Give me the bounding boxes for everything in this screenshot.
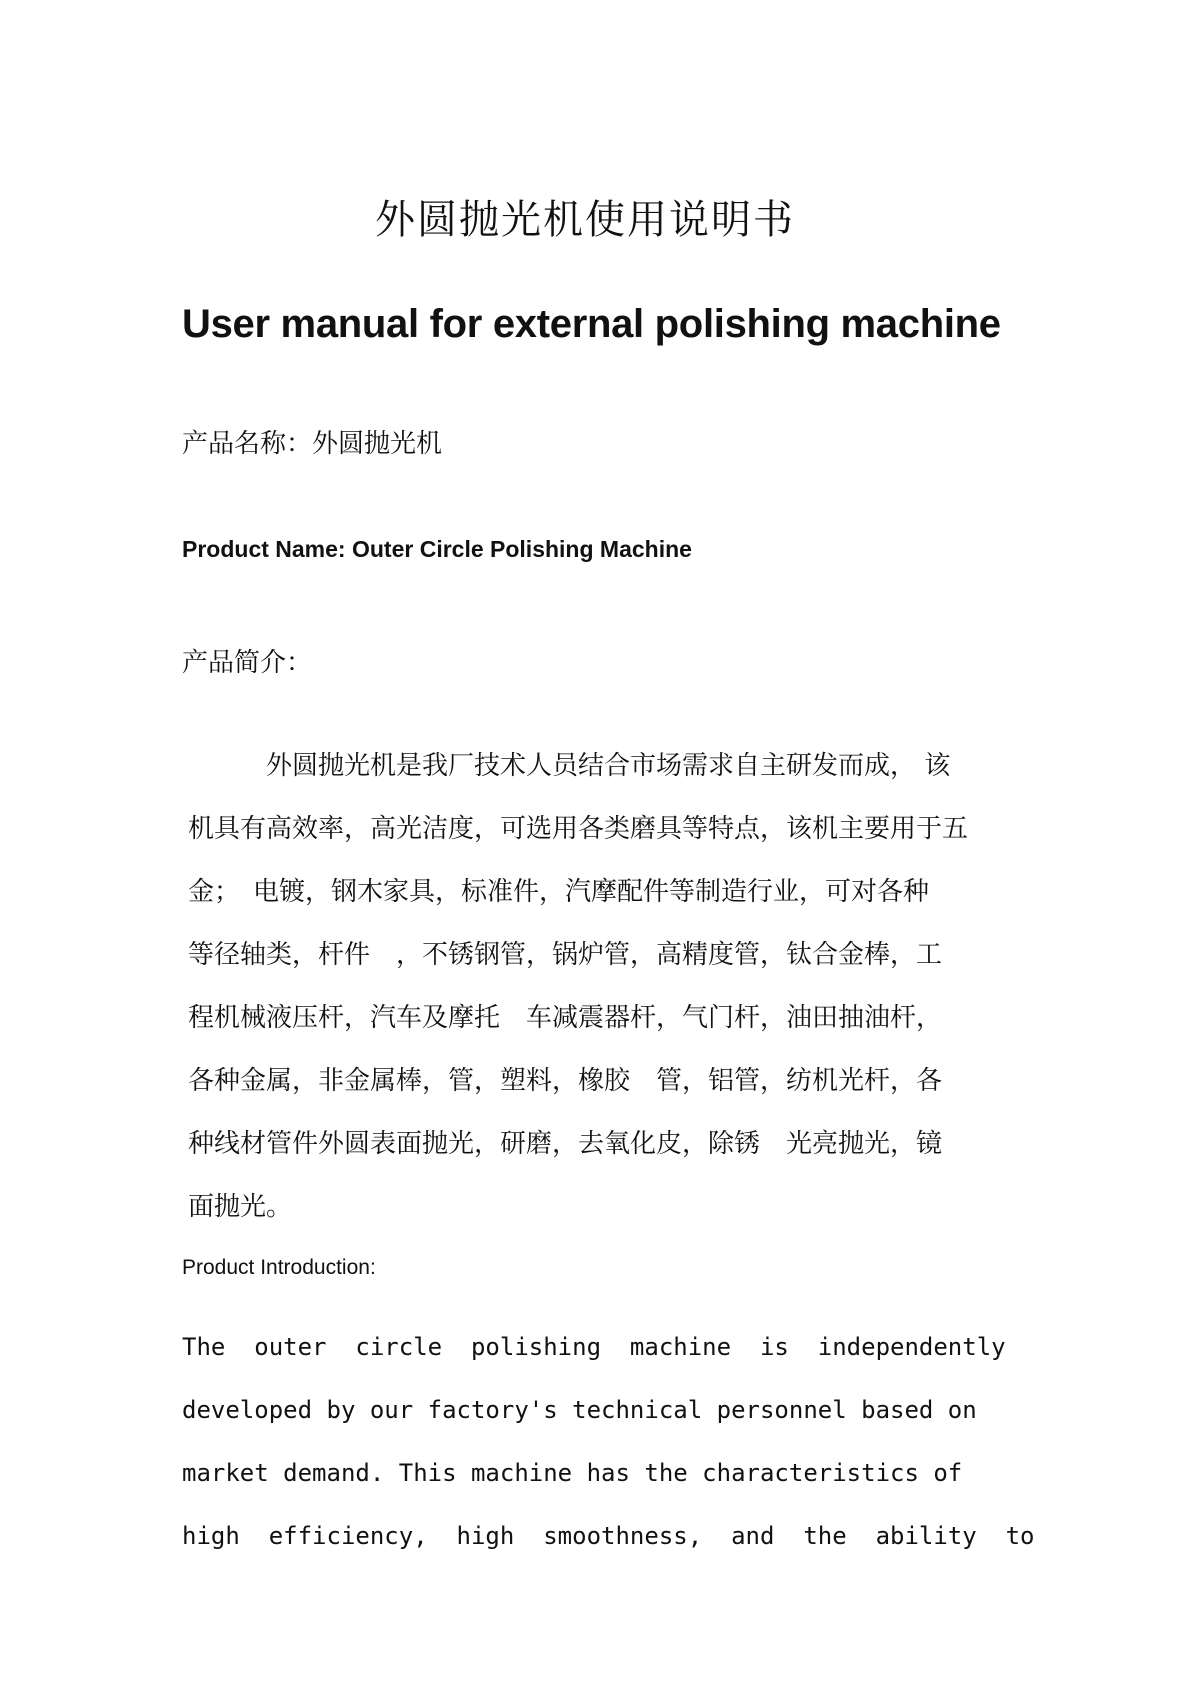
intro-en-line: high efficiency, high smoothness, and the ability to bbox=[182, 1522, 1035, 1550]
document-title-en: User manual for external polishing machine bbox=[182, 302, 1001, 346]
intro-cn-line: 各种金属，非金属棒，管，塑料，橡胶 管，铝管，纺机光杆，各 bbox=[188, 1066, 943, 1096]
intro-cn-line: 面抛光。 bbox=[188, 1192, 293, 1222]
intro-en-line: developed by our factory's technical personnel based on bbox=[182, 1396, 977, 1424]
intro-heading-cn: 产品简介： bbox=[182, 648, 313, 678]
intro-body-cn bbox=[188, 735, 1008, 1239]
document-title-cn: 外圆抛光机使用说明书 bbox=[375, 197, 795, 243]
intro-cn-line: 金； 电镀，钢木家具，标准件，汽摩配件等制造行业，可对各种 bbox=[188, 877, 930, 907]
intro-cn-line: 程机械液压杆，汽车及摩托 车减震器杆，气门杆，油田抽油杆， bbox=[188, 1003, 943, 1033]
intro-cn-line: 机具有高效率，高光洁度，可选用各类磨具等特点，该机主要用于五 bbox=[188, 814, 969, 844]
intro-cn-line: 种线材管件外圆表面抛光，研磨，去氧化皮，除锈 光亮抛光，镜 bbox=[188, 1129, 943, 1159]
intro-heading-en: Product Introduction: bbox=[182, 1256, 376, 1279]
intro-body-en bbox=[182, 1316, 1035, 1568]
intro-cn-line: 等径轴类，杆件 ，不锈钢管，锅炉管，高精度管，钛合金棒，工 bbox=[188, 940, 943, 970]
product-name-en: Product Name: Outer Circle Polishing Machine bbox=[182, 536, 692, 562]
intro-en-line: market demand. This machine has the characteristics of bbox=[182, 1459, 963, 1487]
intro-en-line: The outer circle polishing machine is independently bbox=[182, 1333, 1006, 1361]
intro-cn-line: 外圆抛光机是我厂技术人员结合市场需求自主研发而成， 该 bbox=[188, 751, 951, 781]
product-name-cn: 产品名称：外圆抛光机 bbox=[182, 429, 443, 459]
